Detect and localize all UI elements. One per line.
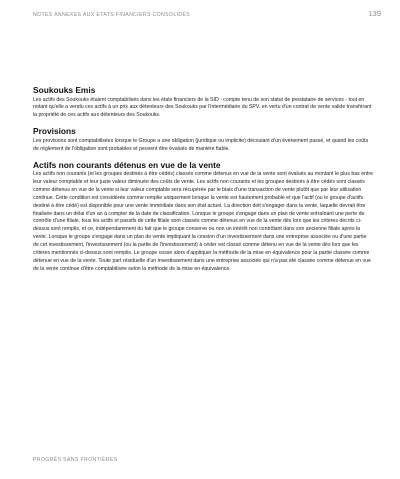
section-provisions — [33, 126, 373, 153]
running-header: NOTES ANNEXES AUX ÉTATS FINANCIERS CONSOLIDÉS — [33, 12, 191, 18]
section-heading: Provisions — [33, 126, 76, 137]
section-paragraph: Les provisions sont comptabilisées lorsque le Groupe a une obligation (juridique ou implicite) découlant d'un événement passé, et quand les coûts de règlement de l'obligation sont probables et peuvent être évalués de manière fiable. — [33, 137, 369, 152]
page-number: 139 — [368, 9, 381, 18]
section-soukouks-emis — [33, 85, 373, 120]
section-paragraph: Les actifs des Soukouks étaient comptabilisés dans les états financiers de la SID - compte tenu de son statut de prestataire de services - tout en notant qu'elle a vendu ces actifs à un prix aux détenteurs des Soukouks par l'intermédiaire du SPV, en vertu d'un contrat de vente valide transférant la propriété de ces actifs aux détenteurs des Soukouks. — [33, 96, 372, 119]
main-content — [33, 85, 373, 280]
section-heading: Soukouks Emis — [33, 85, 96, 95]
running-footer: PROGRÈS SANS FRONTIÈRES — [33, 457, 118, 463]
section-heading: Actifs non courants détenus en vue de la vente — [33, 159, 221, 170]
section-paragraph: Les actifs non courants (et les groupes destinés à être cédés) classés comme détenus en vue de la vente sont évalués au montant le plus bas entre leur valeur comptable et leur juste valeur diminuée des coûts de vente. Les actifs non courants et les groupes destinés à être cédés sont classés comme détenus en vue de la vente si leur valeur comptable sera récupérée par le biais d'une transaction de vente plutôt que par leur utilisation continue. Cette condition est considérée comme remplie uniquement lorsque la vente est hautement probable et que l'actif (ou le groupe d'actifs destiné à être cédé) est disponible pour une vente immédiate dans son état actuel. La direction doit s'engager dans la vente, laquelle devrait être finalisée dans un délai d'un an à compter de la date de classification. Lorsque le groupe s'engage dans un plan de vente entraînant une perte de contrôle d'une filiale, tous les actifs et passifs de cette filiale sont classés comme détenus en vue de la vente dès lors que les critères décrits ci-dessus sont remplis, et ce, indépendamment du fait que le groupe conserve ou non un intérêt non contrôlant dans son ancienne filiale après la vente. Lorsque le groupe s'engage dans un plan de vente impliquant la cession d'un investissement dans une entreprise associée ou d'une partie de cet investissement, l'investissement (ou la partie de l'investissement) à céder est classé comme détenu en vue de la vente dès lors que les critères mentionnés ci-dessus sont remplis. Le groupe cesse alors d'appliquer la méthode de la mise en équivalence pour la partie classée comme détenue en vue de la vente. Toute part résiduelle d'un investissement dans une entreprise associée qui n'a pas été classée comme détenue en vue de la vente continue d'être comptabilisée selon la méthode de la mise en équivalence. — [33, 171, 373, 272]
section-actifs-non-courants — [33, 160, 373, 274]
